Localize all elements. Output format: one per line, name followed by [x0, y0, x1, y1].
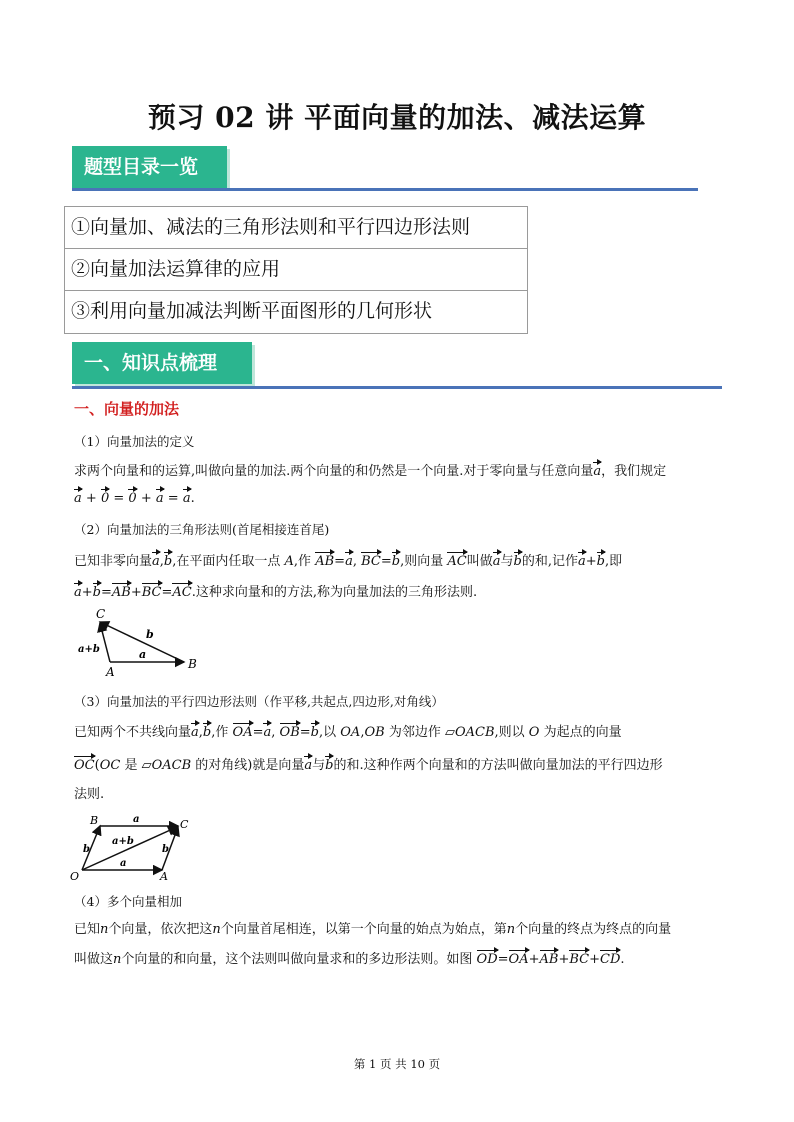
- label-a-plus-b: a+b: [112, 836, 134, 847]
- vector-OB: OB: [279, 725, 300, 740]
- vector-a: a: [74, 491, 82, 506]
- vector-b: b: [391, 554, 401, 569]
- text: 与: [500, 554, 514, 569]
- vector-CD: CD: [600, 952, 621, 967]
- segment-OC: OC: [99, 758, 121, 773]
- p1-title: （1）向量加法的定义: [74, 434, 195, 449]
- text: +: [585, 554, 597, 569]
- text: 已知: [74, 922, 101, 937]
- vector-b: b: [310, 725, 319, 740]
- vector-b: b: [163, 554, 173, 569]
- label-A: A: [106, 665, 115, 679]
- text: =: [334, 554, 346, 569]
- p2-title: （2）向量加法的三角形法则(首尾相接连首尾): [74, 522, 330, 537]
- p4-line2: [74, 948, 724, 967]
- vector-OA: OA: [232, 725, 253, 740]
- toc-item[interactable]: ③利用向量加减法判断平面图形的几何形状: [71, 300, 433, 322]
- toc-item[interactable]: ②向量加法运算律的应用: [65, 249, 527, 291]
- page-footer: 第 1 页 共 10 页: [353, 1057, 441, 1071]
- vector-a: a: [152, 554, 160, 569]
- vector-OA: OA: [508, 952, 529, 967]
- text: +: [130, 585, 142, 600]
- text: +: [589, 952, 601, 967]
- text: 为起点的向量: [543, 725, 622, 740]
- vector-b: b: [92, 585, 101, 600]
- text: 叫做: [466, 554, 493, 569]
- text: 个向量的和向量，这个法则叫做向量求和的多边形法则。如图: [121, 952, 473, 967]
- p4-title: （4）多个向量相加: [74, 894, 182, 909]
- text: +: [558, 952, 570, 967]
- vector-b: b: [596, 554, 605, 569]
- text: ,: [360, 725, 365, 740]
- vector-AB: AB: [111, 585, 131, 600]
- p3-title: （3）向量加法的平行四边形法则（作平移,共起点,四边形,对角线）: [74, 694, 444, 709]
- segment-OA: OA: [340, 725, 361, 740]
- label-a: a: [139, 648, 147, 661]
- vector-a: a: [577, 554, 586, 569]
- text: ,即: [604, 554, 623, 569]
- label-b-left: b: [83, 844, 90, 855]
- toc-item[interactable]: ①向量加、减法的三角形法则和平行四边形法则: [65, 207, 527, 249]
- text: ,作: [293, 554, 312, 569]
- text: =: [497, 952, 509, 967]
- vector-b: b: [202, 725, 212, 740]
- vector-a: a: [304, 758, 313, 773]
- label-C: C: [96, 607, 106, 621]
- label-C: C: [180, 818, 189, 831]
- vector-b: b: [513, 554, 522, 569]
- label-A: A: [160, 870, 168, 882]
- text: =: [167, 491, 179, 506]
- text: 与: [312, 758, 326, 773]
- label-b: b: [146, 628, 154, 641]
- var-n: n: [212, 922, 221, 937]
- text: ,则以: [494, 725, 525, 740]
- vector-a: a: [191, 725, 199, 740]
- text: .这种求向量和的方法,称为向量加法的三角形法则.: [191, 585, 478, 600]
- p3-line3: 法则.: [74, 787, 105, 802]
- label-a-bottom: a: [120, 858, 127, 869]
- var-n: n: [100, 922, 109, 937]
- text: (: [94, 758, 100, 773]
- p3-line1: [74, 721, 724, 740]
- p1-line2: [74, 491, 724, 506]
- text: ,作: [211, 725, 229, 740]
- vector-zero: 0: [100, 491, 110, 506]
- vector-BC: BC: [141, 585, 162, 600]
- text: 的对角线)就是向量: [195, 758, 305, 773]
- vector-a: a: [182, 491, 191, 506]
- text: =: [380, 554, 392, 569]
- parallelogram-OACB: ▱OACB: [141, 758, 192, 773]
- text: =: [161, 585, 173, 600]
- text: .: [620, 952, 625, 967]
- point-O: O: [528, 725, 540, 740]
- p2-line1: [74, 550, 724, 569]
- vector-zero: 0: [128, 491, 137, 506]
- toc-banner: 题型目录一览: [72, 146, 227, 188]
- text: 个向量首尾相连，以第一个向量的始点为始点，第: [220, 922, 507, 937]
- section-banner: 一、知识点梳理: [72, 342, 252, 384]
- text: +: [85, 491, 97, 506]
- vector-a: a: [593, 464, 602, 479]
- text: +: [81, 585, 93, 600]
- toc-divider: [72, 188, 698, 191]
- toc-table: [64, 206, 528, 334]
- text: =: [113, 491, 125, 506]
- text: ,: [352, 554, 357, 569]
- text: ，我们规定: [601, 464, 667, 479]
- parallelogram-OACB: ▱OACB: [444, 725, 495, 740]
- point-A: A: [284, 554, 294, 569]
- section-heading: 一、向量的加法: [74, 400, 180, 418]
- text: 的和,记作: [521, 554, 578, 569]
- text: 为邻边作: [388, 725, 441, 740]
- text: 个向量的终点为终点的向量: [515, 922, 672, 937]
- text: ,: [159, 554, 164, 569]
- vector-AC: AC: [172, 585, 192, 600]
- p1-line1: [74, 460, 724, 479]
- vector-a: a: [492, 554, 501, 569]
- text: +: [140, 491, 152, 506]
- text: =: [252, 725, 264, 740]
- text: ,则向量: [400, 554, 444, 569]
- text: ,在平面内任取一点: [172, 554, 281, 569]
- label-O: O: [70, 870, 80, 882]
- section-divider: [72, 386, 722, 389]
- parallelogram-rule-figure: [70, 812, 194, 882]
- text: ,以: [318, 725, 337, 740]
- vector-sum-arrow: [100, 623, 110, 662]
- text: 叫做这: [74, 952, 114, 967]
- vector-BC: BC: [361, 554, 381, 569]
- label-B: B: [90, 814, 99, 827]
- text: ,: [271, 725, 276, 740]
- text: 是: [124, 758, 138, 773]
- triangle-rule-figure: [76, 606, 206, 680]
- text: 的和.这种作两个向量和的方法叫做向量加法的平行四边形: [333, 758, 663, 773]
- label-B: B: [188, 657, 197, 671]
- text: =: [299, 725, 311, 740]
- p4-line1: [74, 918, 724, 937]
- vector-BC: BC: [569, 952, 590, 967]
- p3-line2: [74, 754, 724, 773]
- vector-AC: AC: [447, 554, 467, 569]
- text: ,: [198, 725, 203, 740]
- vector-OC: OC: [74, 758, 95, 773]
- vector-OD: OD: [476, 952, 498, 967]
- p2-line2: [74, 581, 724, 600]
- text: +: [528, 952, 540, 967]
- text: 已知非零向量: [74, 554, 153, 569]
- text: 已知两个不共线向量: [74, 725, 192, 740]
- text: =: [101, 585, 112, 600]
- var-n: n: [113, 952, 122, 967]
- vector-a: a: [345, 554, 353, 569]
- vector-AB: AB: [315, 554, 335, 569]
- page-title: 预习 02 讲 平面向量的加法、减法运算: [147, 101, 647, 134]
- vector-AB: AB: [539, 952, 559, 967]
- vector-a: a: [74, 585, 82, 600]
- label-a-top: a: [133, 814, 140, 825]
- segment-OB: OB: [364, 725, 385, 740]
- var-n: n: [506, 922, 516, 937]
- label-a-plus-b: a+b: [78, 644, 100, 655]
- vector-a: a: [263, 725, 272, 740]
- text: 个向量，依次把这: [108, 922, 213, 937]
- label-b-right: b: [162, 844, 169, 855]
- vector-b: b: [325, 758, 334, 773]
- vector-a: a: [155, 491, 164, 506]
- text: .: [190, 491, 195, 506]
- text: 求两个向量和的运算,叫做向量的加法.两个向量的和仍然是一个向量.对于零向量与任意向量: [74, 464, 594, 479]
